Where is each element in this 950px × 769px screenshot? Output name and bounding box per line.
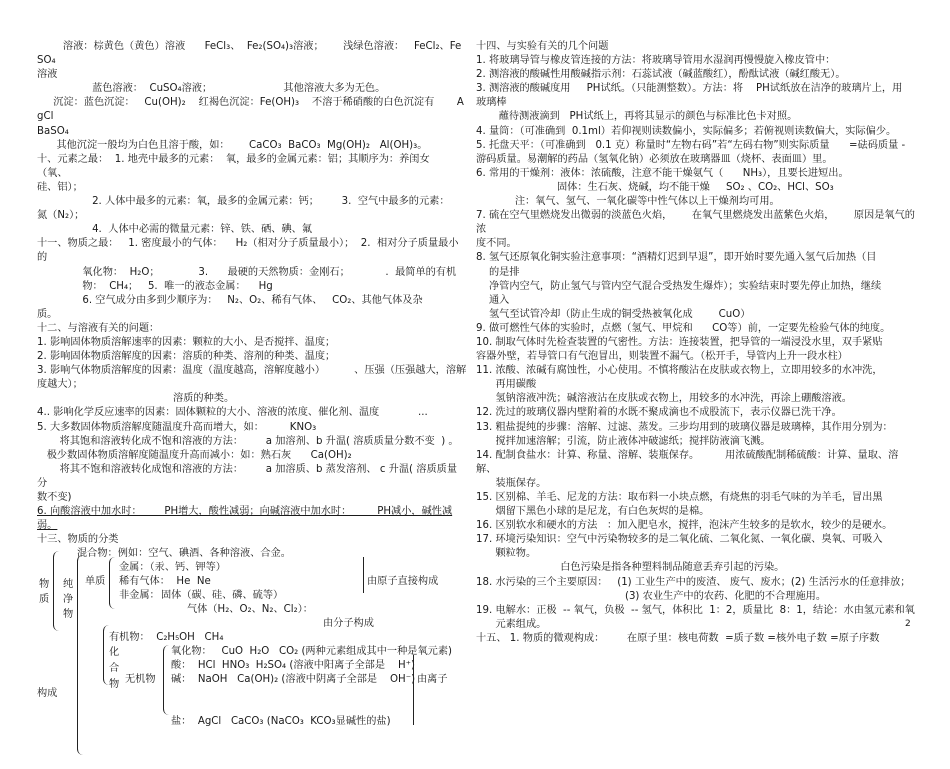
elements-brace bbox=[109, 557, 116, 609]
text-line: 氮（N₂）； bbox=[37, 210, 85, 222]
text-line: 6. 向酸溶液中加水时： PH增大，酸性减弱；向碱溶液中加水时： PH减小，碱性减弱。 bbox=[37, 506, 453, 532]
text-line: 4.. 影响化学反应速率的因素：固体颗粒的大小、溶液的浓度、催化剂、温度 ... bbox=[37, 407, 428, 419]
text-line: 17. 环境污染知识：空气中污染物较多的是二氧化硫、二氧化氮、一氧化碳、臭氧、可吸入 bbox=[476, 534, 883, 546]
text-line: 14. 配制食盐水：计算、称量、溶解、装瓶保存。 用浓硫酸配制稀硫酸：计算、量取、溶解、 bbox=[476, 449, 899, 475]
root-brace bbox=[53, 551, 60, 631]
text-line: 2. 影响固体物质溶解度的因素：溶质的种类、溶剂的种类、温度； bbox=[37, 351, 336, 363]
text-line: 溶质的种类。 bbox=[37, 393, 235, 405]
text-line: 沉淀：蓝色沉淀： Cu(OH)₂ 红褐色沉淀：Fe(OH)₃ 不溶于稀硝酸的白色沉淀有 AgCl bbox=[37, 97, 464, 123]
section-heading: 十二、与溶液有关的问题： bbox=[37, 322, 160, 334]
inorganic-label: 无机物 bbox=[125, 674, 156, 686]
left-column bbox=[37, 40, 467, 769]
base-label: 碱： NaOH Ca(OH)₂ (溶液中阴离子全部是 OH⁻) bbox=[171, 674, 416, 686]
section-heading: 十一、物质之最： 1. 密度最小的气体： H₂（相对分子质量最小）； 2. 相对分子质量最小的 bbox=[37, 238, 459, 264]
text-line: 玻璃棒 bbox=[476, 97, 507, 109]
text-line: 白色污染是指各种塑料制品随意丢弃引起的污染。 bbox=[476, 562, 785, 574]
text-line: 1. 影响固体物质溶解速率的因素：颗粒的大小、是否搅拌、温度； bbox=[37, 336, 336, 348]
ion-bracket bbox=[413, 655, 414, 725]
text-line: 7. 硫在空气里燃烧发出微弱的淡蓝色火焰， 在氧气里燃烧发出蓝紫色火焰， 原因是氧气的浓 bbox=[476, 210, 915, 236]
elements-label: 单质 bbox=[85, 576, 106, 588]
root-label: 物质 bbox=[39, 579, 50, 606]
text-line: 10. 制取气体时先检查装置的气密性。方法：连接装置，把导管的一端浸没水里，双手紧贴 bbox=[476, 336, 883, 348]
text-line: BaSO₄ bbox=[37, 125, 69, 137]
inorganic-brace bbox=[163, 645, 169, 715]
text-line: 通入 bbox=[476, 294, 510, 306]
text-line: 溶液：棕黄色（黄色）溶液 FeCl₃、 Fe₂(SO₄)₃溶液； 浅绿色溶液： FeCl₂、FeSO₄ bbox=[37, 41, 462, 67]
salt-label: 盐： AgCl CaCO₃ (NaCO₃ KCO₃显碱性的盐) bbox=[171, 716, 391, 728]
text-line: 8. 氢气还原氧化铜实验注意事项：“酒精灯迟到早退”，即开始时要先通入氢气后加热（目 bbox=[476, 252, 877, 264]
text-line: 物： CH₄； 5. 唯一的液态金属： Hg bbox=[37, 280, 273, 292]
nonmetal-solid-label: 固体（碳、硅、磷、硫等） bbox=[161, 590, 284, 602]
text-line: 2. 人体中最多的元素：氧，最多的金属元素：钙； 3. 空气中最多的元素： bbox=[37, 196, 450, 208]
noble-gas-label: 稀有气体： He Ne bbox=[119, 576, 211, 588]
text-line: 1. 将玻璃导管与橡皮管连接的方法：将玻璃导管用水湿润再慢慢旋入橡皮管中： bbox=[476, 55, 836, 67]
text-line: 净管内空气，防止氢气与管内空气混合受热发生爆炸）；实验结束时要先停止加热，继续 bbox=[476, 280, 882, 292]
section-heading: 十四、与实验有关的几个问题 bbox=[476, 41, 609, 52]
text-line: 容器外壁，若导管口有气泡冒出，则装置不漏气。（松开手，导管内上升一段水柱） bbox=[476, 351, 848, 363]
pure-brace bbox=[77, 555, 84, 755]
text-line: 烟留下黑色小球的是尼龙，有白色灰烬的是棉。 bbox=[476, 506, 710, 518]
text-line: 的是排 bbox=[476, 266, 520, 278]
text-line: 氢钠溶液冲洗；碱溶液沾在皮肤或衣物上，用较多的水冲洗，再涂上硼酸溶液。 bbox=[476, 393, 852, 405]
page-number: 2 bbox=[905, 619, 911, 629]
text-line: 其他沉淀一般均为白色且溶于酸，如： CaCO₃ BaCO₃ Mg(OH)₂ Al(OH)₃。 bbox=[37, 139, 428, 151]
mixture-label: 混合物：例如：空气、碘酒、各种溶液、合金。 bbox=[77, 548, 291, 560]
text-line: 18. 水污染的三个主要原因： (1) 工业生产中的废渣、 废气、废水；(2) 生活污水的任意排放； bbox=[476, 576, 911, 588]
nonmetal-label: 非金属： bbox=[119, 590, 160, 602]
text-line: 度越大）； bbox=[37, 379, 83, 391]
text-line: 溶液 bbox=[37, 69, 58, 81]
text-line: 12. 洗过的玻璃仪器内壁附着的水既不聚成滴也不成股流下，表示仪器已洗干净。 bbox=[476, 407, 842, 419]
text-line: 2. 测溶液的酸碱性用酸碱指示剂：石蕊试液（碱蓝酸红），酚酞试液（碱红酸无）。 bbox=[476, 69, 846, 81]
text-line: 13. 粗盐提纯的步骤：溶解、过滤、蒸发。三步均用到的玻璃仪器是玻璃棒，其作用分别为： bbox=[476, 421, 893, 433]
text-line: 氢气至试管冷却（防止生成的铜受热被氧化成 CuO） bbox=[476, 308, 751, 320]
ion-note: 由离子 bbox=[417, 674, 448, 686]
text-line: 将其不饱和溶液转化成饱和溶液的方法： a 加溶质、b 蒸发溶剂、 c 升温( 溶质质量分 bbox=[37, 463, 458, 489]
text-line: 游码质量。易潮解的药品（氢氧化钠）必须放在玻璃器皿（烧杯、表面皿）里。 bbox=[476, 153, 833, 165]
compound-label: 化合物 bbox=[109, 647, 120, 691]
text-line: (3) 农业生产中的农药、化肥的不合理施用。 bbox=[476, 590, 827, 602]
pure-label: 纯净物 bbox=[63, 579, 74, 621]
text-line: 6. 空气成分由多到少顺序为： N₂、O₂、稀有气体、 CO₂、其他气体及杂 bbox=[37, 294, 423, 306]
text-line: 元素组成。 bbox=[476, 618, 547, 630]
section-heading: 十三、物质的分类 bbox=[37, 534, 119, 546]
text-line: 19. 电解水：正极 -- 氧气，负极 -- 氢气，体积比 1：2，质量比 8：1，结论：水由氢元素和氧 bbox=[476, 604, 915, 616]
text-line: 5. 大多数固体物质溶解度随温度升高而增大，如： KNO₃ bbox=[37, 421, 317, 433]
text-line: 3. 测溶液的酸碱度用 PH试纸。（只能测整数）。方法：将 PH试纸放在洁净的玻璃片上，用 bbox=[476, 83, 903, 95]
text-line: 极少数固体物质溶解度随温度升高而减小：如：熟石灰 Ca(OH)₂ bbox=[37, 449, 352, 461]
text-line: 颗粒物。 bbox=[476, 548, 537, 560]
atom-bracket bbox=[363, 557, 364, 593]
text-line: 6. 常用的干燥剂：液体：浓硫酸，注意不能干燥氨气（ NH₃），且要长进短出。 bbox=[476, 167, 849, 179]
text-line: 11. 浓酸、浓碱有腐蚀性，小心使用。不慎将酸沾在皮肤或衣物上，立即用较多的水冲洗， bbox=[476, 365, 883, 377]
text-line: 4. 量筒：（可准确到 0.1ml）若仰视则读数偏小，实际偏多；若俯视则读数偏大，实际偏少。 bbox=[476, 125, 897, 137]
text-line: 氧化物： H₂O； 3. 最硬的天然物质：金刚石； . 最简单的有机 bbox=[37, 266, 457, 278]
acid-label: 酸： HCl HNO₃ H₂SO₄ (溶液中阳离子全部是 H⁺) bbox=[171, 660, 415, 672]
compound-brace bbox=[103, 625, 109, 685]
text-line: 硅、铝）； bbox=[37, 181, 83, 193]
text-line: 度不同。 bbox=[476, 238, 517, 250]
oxide-label: 氧化物： CuO H₂O CO₂ (两种元素组成其中一种是氧元素) bbox=[171, 646, 453, 658]
metal-label: 金属：（汞、钙、钾等） bbox=[119, 562, 226, 574]
section-heading: 十五、 1. 物质的微观构成： 在原子里：核电荷数 =质子数 =核外电子数 =原子序数 bbox=[476, 632, 880, 644]
organic-label: 有机物： C₂H₅OH CH₄ bbox=[109, 632, 224, 644]
section-heading: 十、元素之最： 1. 地壳中最多的元素： 氧，最多的金属元素：铝；其顺序为：养闺女 （氧、 bbox=[37, 153, 440, 179]
text-line: 装瓶保存。 bbox=[476, 477, 547, 489]
text-line: 4. 人体中必需的微量元素：锌、铁、硒、碘、氟 bbox=[37, 224, 313, 236]
text-line: 蘸待测液滴到 PH试纸上，再将其显示的颜色与标准比色卡对照。 bbox=[476, 111, 798, 123]
text-line: 5. 托盘天平：（可准确到 0.1 克）称量时“左物右码”若“左码右物”则实际质量 =砝码质量 - bbox=[476, 139, 906, 151]
text-line: 9. 做可燃性气体的实验时，点燃（氢气、甲烷和 CO等）前，一定要先检验气体的纯度。 bbox=[476, 322, 891, 334]
text-line: 搅拌加速溶解；引流，防止液体冲破滤纸；搅拌防液滴飞溅。 bbox=[476, 435, 771, 447]
text-line: 蓝色溶液： CuSO₄溶液； 其他溶液大多为无色。 bbox=[37, 83, 386, 95]
right-column bbox=[476, 40, 916, 646]
text-line: 数不变) bbox=[37, 492, 72, 503]
text-line: 16. 区别软水和硬水的方法 ：加入肥皂水，搅拌，泡沫产生较多的是软水，较少的是硬水。 bbox=[476, 520, 893, 532]
nonmetal-gas-label: 气体（H₂、O₂、N₂、Cl₂）： bbox=[187, 604, 313, 616]
ion-note-continued: 构成 bbox=[37, 688, 58, 700]
text-line: 再用碳酸 bbox=[476, 379, 537, 391]
text-line: 固体：生石灰、烧碱，均不能干燥 SO₂ 、CO₂、HCl、SO₃ bbox=[476, 181, 834, 193]
text-line: 注：氧气、氢气、一氧化碳等中性气体以上干燥剂均可用。 bbox=[476, 196, 780, 208]
text-line: 3. 影响气体物质溶解度的因素：温度（温度越高，溶解度越小） 、压强（压强越大，溶解 bbox=[37, 365, 467, 377]
atom-note: 由原子直接构成 bbox=[367, 576, 439, 588]
text-line: 质。 bbox=[37, 308, 58, 320]
text-line: 将其饱和溶液转化成不饱和溶液的方法： a 加溶剂、b 升温( 溶质质量分数不变 ) 。 bbox=[37, 435, 459, 447]
classification-tree bbox=[37, 547, 467, 769]
molecule-note: 由分子构成 bbox=[323, 618, 374, 630]
text-line: 15. 区别棉、羊毛、尼龙的方法：取布料一小块点燃，有烧焦的羽毛气味的为羊毛，冒出黑 bbox=[476, 492, 883, 503]
